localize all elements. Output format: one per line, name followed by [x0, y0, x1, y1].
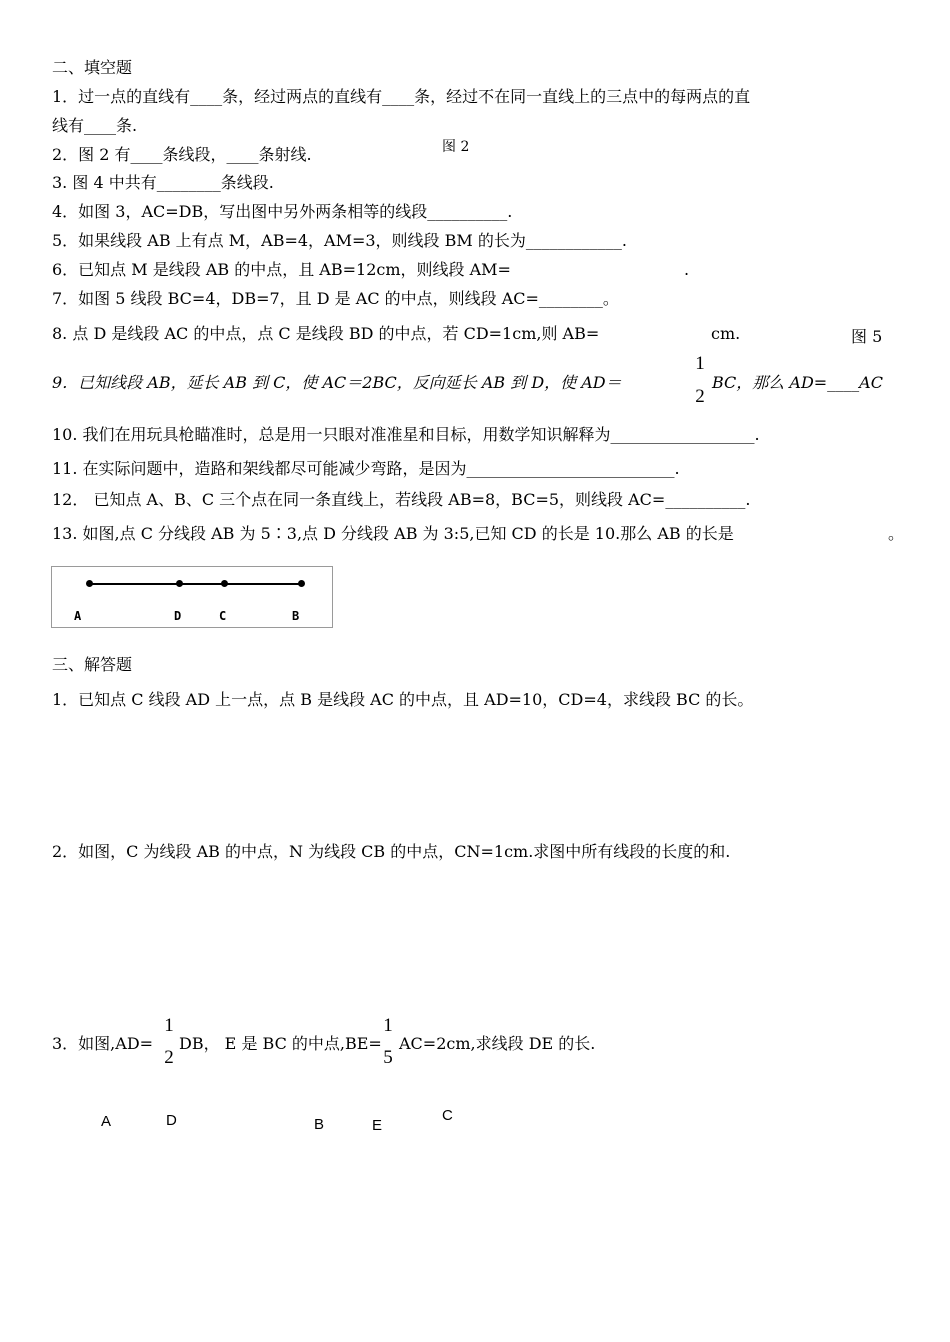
segment-ab — [89, 583, 302, 585]
fill-q9-pre: 9．已知线段 AB，延长 AB 到 C，使 AC＝2BC，反向延长 AB 到 D，使 AD＝ — [52, 373, 622, 392]
q3-fraction1-numerator: 1 — [164, 1015, 174, 1036]
fill-q6: 6．已知点 M 是线段 AB 的中点，且 AB=12cm，则线段 AM= — [52, 260, 511, 279]
fill-q5: 5．如果线段 AB 上有点 M，AB=4，AM=3，则线段 BM 的长为____________. — [52, 231, 627, 250]
answer-q2: 2．如图，C 为线段 AB 的中点，N 为线段 CB 的中点，CN=1cm.求图中所有线段的长度的和. — [52, 842, 731, 861]
fill-section-heading: 二、填空题 — [52, 58, 133, 77]
q3-fraction1-denominator: 2 — [164, 1047, 174, 1068]
q3-fraction2-denominator: 5 — [383, 1047, 393, 1068]
fill-q7: 7．如图 5 线段 BC=4，DB=7，且 D 是 AC 的中点，则线段 AC=________。 — [52, 289, 619, 308]
label-b: B — [292, 609, 300, 623]
label-d: D — [174, 609, 182, 623]
label-a: A — [74, 609, 82, 623]
fill-q6-end: . — [684, 260, 690, 279]
fill-q12: 12． 已知点 A、B、C 三个点在同一条直线上，若线段 AB=8，BC=5，则线段 AC=__________. — [52, 490, 751, 509]
q3-label-a: A — [101, 1113, 112, 1130]
fill-q10: 10. 我们在用玩具枪瞄准时，总是用一只眼对准准星和目标，用数学知识解释为__________________. — [52, 425, 760, 444]
fill-q4: 4．如图 3，AC=DB，写出图中另外两条相等的线段__________. — [52, 202, 513, 221]
fill-q1-line1: 1．过一点的直线有____条，经过两点的直线有____条，经过不在同一直线上的三点中的每两点的直 — [52, 87, 751, 106]
q9-fraction-numerator: 1 — [695, 353, 705, 374]
fill-q9-post: BC，那么 AD=____AC — [712, 373, 883, 392]
fill-q8-unit: cm. — [711, 324, 741, 343]
q13-figure — [51, 566, 333, 628]
fill-q1-line2: 线有____条. — [52, 116, 138, 135]
answer-q3-pre: 3．如图,AD= — [52, 1034, 154, 1053]
q3-fraction2-numerator: 1 — [383, 1015, 393, 1036]
label-c: C — [219, 609, 227, 623]
point-d — [176, 580, 183, 587]
fill-q3: 3. 图 4 中共有________条线段. — [52, 173, 274, 192]
answer-section-heading: 三、解答题 — [52, 655, 133, 674]
q3-label-c: C — [442, 1107, 453, 1124]
answer-q3-post: AC=2cm,求线段 DE 的长. — [399, 1034, 596, 1053]
answer-q1: 1．已知点 C 线段 AD 上一点，点 B 是线段 AC 的中点，且 AD=10，CD=4，求线段 BC 的长。 — [52, 690, 754, 709]
point-b — [298, 580, 305, 587]
fill-q13: 13. 如图,点 C 分线段 AB 为 5∶3,点 D 分线段 AB 为 3:5,已知 CD 的长是 10.那么 AB 的长是 — [52, 524, 734, 543]
q3-label-b: B — [314, 1116, 325, 1133]
point-c — [221, 580, 228, 587]
answer-q3-mid: DB， E 是 BC 的中点,BE= — [179, 1034, 382, 1053]
fill-q8: 8. 点 D 是线段 AC 的中点，点 C 是线段 BD 的中点，若 CD=1cm,则 AB= — [52, 324, 600, 343]
q3-label-e: E — [372, 1117, 383, 1134]
q9-fraction-denominator: 2 — [695, 386, 705, 407]
fill-q11: 11. 在实际问题中，造路和架线都尽可能减少弯路，是因为__________________________. — [52, 459, 680, 478]
q3-label-d: D — [166, 1112, 177, 1129]
fig2-label: 图 2 — [442, 139, 470, 155]
fill-q2: 2．图 2 有____条线段，____条射线. — [52, 145, 312, 164]
fill-q13-end: 。 — [888, 524, 905, 543]
fig5-label: 图 5 — [851, 327, 883, 346]
point-a — [86, 580, 93, 587]
